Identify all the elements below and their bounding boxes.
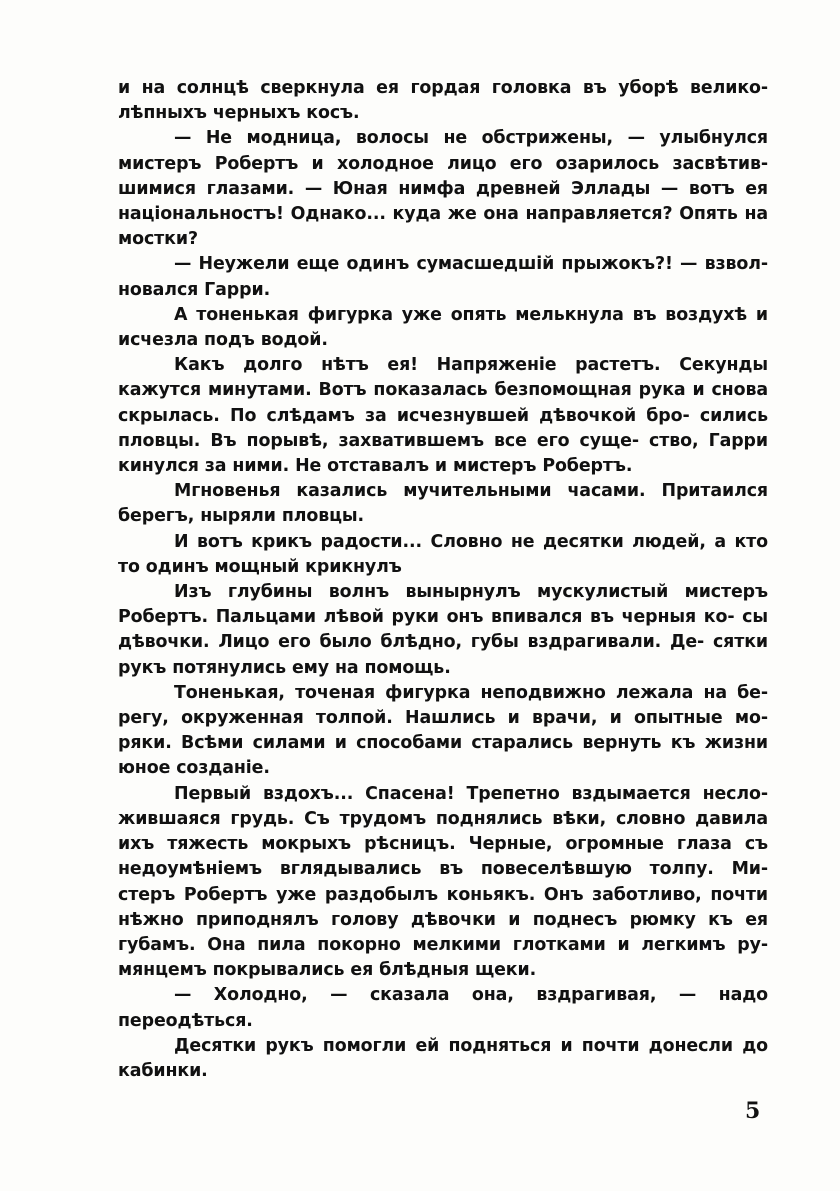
paragraph-6: Мгновенья казались мучительными часами. Притаился берегъ, ныряли пловцы. [118, 481, 768, 527]
paragraph-1: и на солнцѣ сверкнула ея гордая головка въ уборѣ велико- лѣпныхъ черныхъ косъ. [118, 78, 768, 124]
paragraph-9: Тоненькая, точеная фигурка неподвижно лежала на бе- регу, окруженная толпой. Нашлись и врачи, и опытные мо- ряки. Всѣми силами и способами старались вернуть къ жизни юное созданіе. [118, 682, 768, 779]
paragraph-2: — Не модница, волосы не обстрижены, — улыбнулся мистеръ Робертъ и холодное лицо его озарилось засвѣтив- шимися глазами. — Юная нимфа древней Эллады — вотъ ея національностъ! Однако... куда же она направляется? Опять на мостки? [118, 128, 768, 250]
paragraph-10: Первый вздохъ... Спасена! Трепетно вздымается несло- жившаяся грудь. Съ трудомъ поднялись вѣки, словно давила ихъ тяжесть мокрыхъ рѣсницъ. Черные, огромные глаза съ недоумѣніемъ вглядывались въ повеселѣвшую толпу. Ми- стеръ Робертъ уже раздобылъ коньякъ. Онъ заботливо, почти нѣжно приподнялъ голову дѣвочки и поднесъ рюмку къ ея губамъ. Она пила покорно мелкими глотками и легкимъ ру- мянцемъ покрывались ея блѣдныя щеки. [118, 783, 768, 981]
paragraph-4: А тоненькая фигурка уже опять мелькнула въ воздухѣ и исчезла подъ водой. [118, 304, 768, 351]
paragraph-8: Изъ глубины волнъ вынырнулъ мускулистый мистеръ Робертъ. Пальцами лѣвой руки онъ впивался въ черныя ко- сы дѣвочки. Лицо его было блѣдно, губы вздрагивали. Де- сятки рукъ потянулись ему на помощь. [118, 582, 768, 678]
paragraph-7: И вотъ крикъ радости... Словно не десятки людей, а кто то одинъ мощный крикнулъ [118, 531, 768, 577]
paragraph-11: — Холодно, — сказала она, вздрагивая, — надо переодѣться. [118, 985, 768, 1031]
page-number: 5 [745, 1098, 761, 1124]
body-text [118, 76, 768, 1084]
paragraph-5: Какъ долго нѣтъ ея! Напряженіе растетъ. Секунды кажутся минутами. Вотъ показалась безпомощная рука и снова скрылась. По слѣдамъ за исчезнувшей дѣвочкой бро- сились пловцы. Въ порывѣ, захватившемъ все его суще- ство, Гарри кинулся за ними. Не отставалъ и мистеръ Робертъ. [118, 355, 768, 477]
paragraph-3: — Неужели еще одинъ сумасшедшій прыжокъ?! — взвол- новался Гарри. [118, 254, 768, 300]
paragraph-12: Десятки рукъ помогли ей подняться и почти донесли до кабинки. [118, 1035, 768, 1081]
